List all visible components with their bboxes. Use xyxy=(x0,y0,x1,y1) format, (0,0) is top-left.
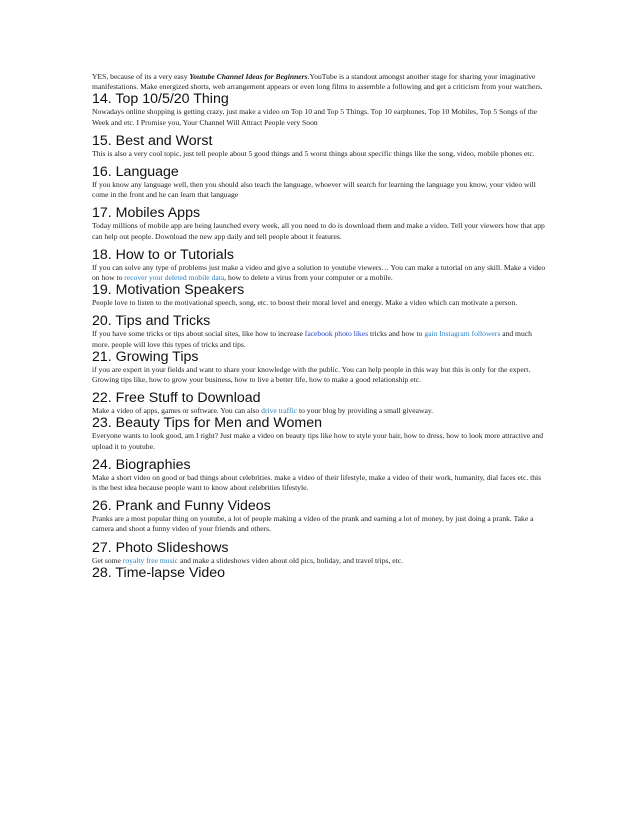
paragraph-21: if you are expert in your fields and want to share your knowledge with the public. You can help people in this way but this is only for the expert. Growing tips like, how to grow your business, how to live a better life, how to make a good relationship etc. xyxy=(92,364,531,385)
intro-paragraph: YES, because of its a very easy Youtube Channel Ideas for Beginners.YouTube is a standout amongst another stage for sharing your imaginative manifestations. Make energized shorts, web arrangement appears or even long films to assemble a following and get a criticism from your watchers. xyxy=(92,72,543,92)
heading-20: 20. Tips and Tricks xyxy=(92,313,211,330)
paragraph-14: Nowadays online shopping is getting crazy, just make a video on Top 10 and Top 5 Things. Top 10 earphones, Top 10 Mobiles, Top 5 Songs of the Week and etc. I Promise you, Your Channel Will Attract People very Soon xyxy=(92,107,538,127)
paragraph-17: Today millions of mobile app are being launched every week, all you need to do is download them and make a video. Tell your viewers how that app can help out people. Download the new app daily and tell people about it features. xyxy=(92,221,545,241)
heading-24: 24. Biographies xyxy=(92,456,191,473)
paragraph-22: Make a video of apps, games or software. You can also drive traffic to your blog by providing a small giveaway. xyxy=(92,406,434,416)
heading-16: 16. Language xyxy=(92,164,179,181)
drive-traffic-link[interactable]: drive traffic xyxy=(261,406,298,416)
heading-23: 23. Beauty Tips for Men and Women xyxy=(92,415,323,432)
facebook-likes-link[interactable]: facebook photo likes xyxy=(302,329,369,339)
recover-data-link[interactable]: recover your deleted mobile data xyxy=(124,273,225,283)
heading-22: 22. Free Stuff to Download xyxy=(92,390,261,407)
instagram-followers-link[interactable]: gain Instagram followers xyxy=(424,329,501,339)
heading-14: 14. Top 10/5/20 Thing xyxy=(92,91,229,108)
intro-bold-link: Youtube Channel Ideas for Beginners xyxy=(189,72,308,81)
heading-18: 18. How to or Tutorials xyxy=(92,246,234,263)
paragraph-20: If you have some tricks or tips about social sites, like how to increase facebook photo likes tricks and how to gain Instagram followers and much more. people will love this types of tricks and tips. xyxy=(92,329,532,349)
paragraph-19: People love to listen to the motivational speech, song, etc. to boost their moral level and energy. Make a video which can motivate a person. xyxy=(92,298,518,308)
paragraph-18: If you can solve any type of problems just make a video and give a solution to youtube viewers… You can make a tutorial on any skill. Make a video on how to recover your deleted mobile data, how to delete a virus from your computer or a mobile. xyxy=(92,262,546,283)
paragraph-26: Pranks are a most popular thing on youtube, a lot of people making a video of the prank and earning a lot of money, by just doing a prank. Take a camera and shoot a funny video of your friends and others. xyxy=(92,514,534,534)
paragraph-15: This is also a very cool topic, just tell people about 5 good things and 5 worst things about specific things like the song, video, mobile phones etc. xyxy=(92,148,535,158)
document-page xyxy=(92,72,548,581)
heading-28: 28. Time-lapse Video xyxy=(92,564,226,581)
paragraph-24: Make a short video on good or bad things about celebrities. make a video of their lifestyle, make a video of their work, humanity, dial faces etc. this is the best idea because people want to know about celebrities lifestyle. xyxy=(92,472,542,493)
paragraph-16: If you know any language well, then you should also teach the language, whoever will search for learning the language you know, your video will come in the front and he can learn that language xyxy=(92,180,536,200)
heading-17: 17. Mobiles Apps xyxy=(92,205,201,222)
paragraph-27: Get some royalty free music and make a slideshows video about old pics, holiday, and travel trips, etc. xyxy=(92,555,403,565)
royalty-free-music-link[interactable]: royalty free music xyxy=(122,555,179,565)
paragraph-23: Everyone wants to look good, am I right? Just make a video on beauty tips like how to style your hair, how to dress, how to look more attractive and upload it to youtube. xyxy=(92,431,544,451)
heading-26: 26. Prank and Funny Videos xyxy=(92,498,271,515)
heading-19: 19. Motivation Speakers xyxy=(92,282,245,299)
heading-15: 15. Best and Worst xyxy=(92,132,213,149)
heading-27: 27. Photo Slideshows xyxy=(92,539,229,556)
heading-21: 21. Growing Tips xyxy=(92,348,199,365)
